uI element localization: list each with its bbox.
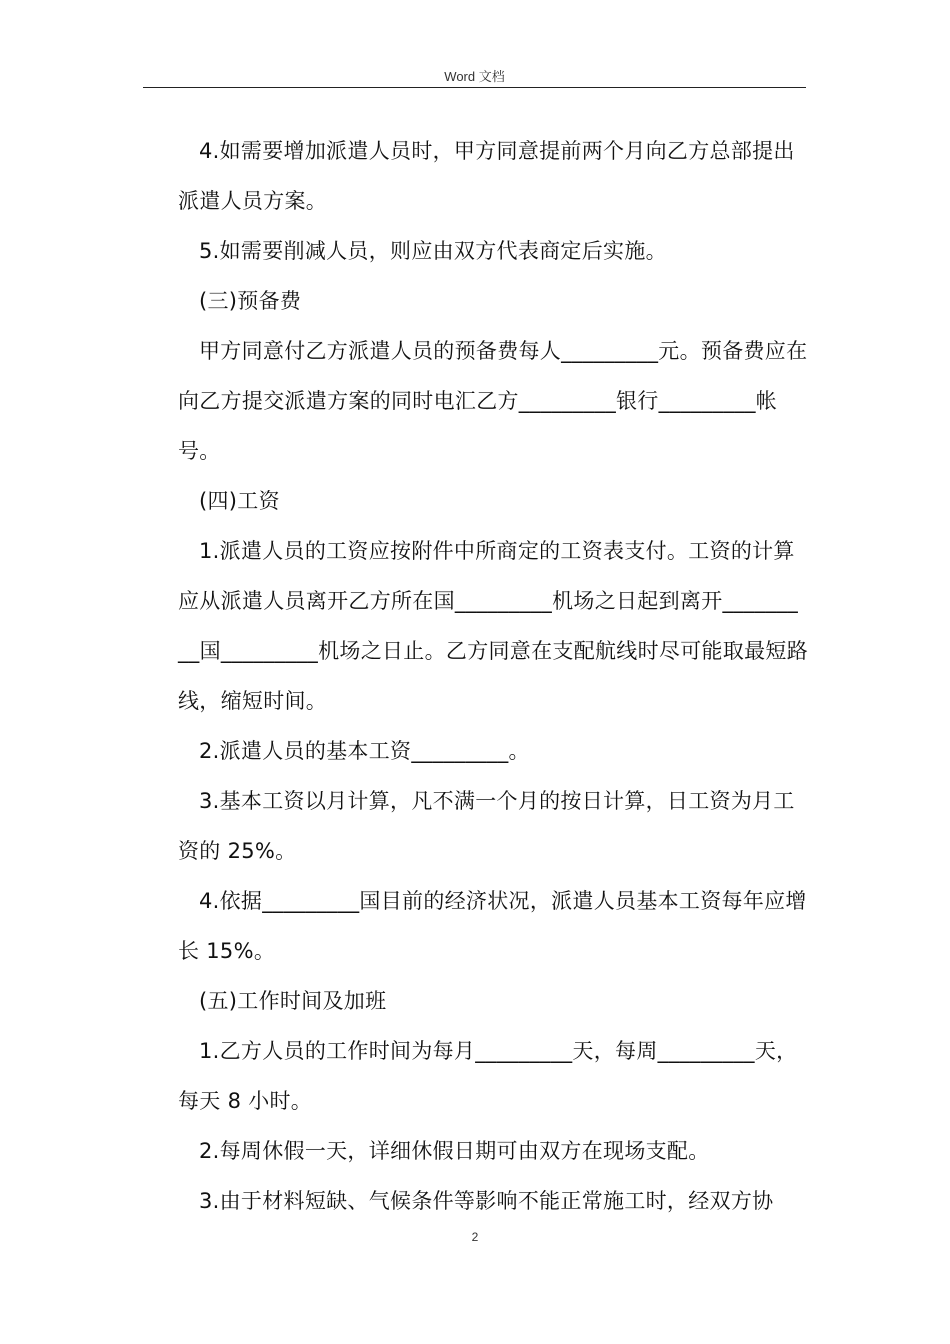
- paragraph-add-staff: 4.如需要增加派遣人员时，甲方同意提前两个月向乙方总部提出派遣人员方案。: [178, 139, 795, 213]
- paragraph-wage-calculation: 1.派遣人员的工资应按附件中所商定的工资表支付。工资的计算应从派遣人员离开乙方所在国_________机场之日起到离开_________国_________机场之日止。乙方同意在支配航线时尽可能取最短路线，缩短时间。: [178, 539, 808, 713]
- paragraph-working-days: 1.乙方人员的工作时间为每月_________天，每周_________天，每天 8 小时。: [178, 1039, 798, 1113]
- paragraph-wage-growth: 4.依据_________国目前的经济状况，派遣人员基本工资每年应增长 15%。: [178, 889, 807, 963]
- section-heading-wages: (四)工资: [199, 489, 280, 513]
- section-heading-reserve-fee: (三)预备费: [199, 289, 302, 313]
- paragraph-base-wage: 2.派遣人员的基本工资_________。: [199, 739, 530, 763]
- paragraph-weekly-rest: 2.每周休假一天，详细休假日期可由双方在现场支配。: [199, 1139, 710, 1163]
- paragraph-monthly-wage: 3.基本工资以月计算，凡不满一个月的按日计算，日工资为月工资的 25%。: [178, 789, 795, 863]
- header-divider: [143, 87, 806, 88]
- document-header: Word 文档: [444, 69, 505, 84]
- paragraph-reduce-staff: 5.如需要削减人员，则应由双方代表商定后实施。: [199, 239, 667, 263]
- document-body: [178, 126, 808, 1226]
- page-number: 2: [471, 1230, 479, 1244]
- section-heading-working-hours: (五)工作时间及加班: [199, 989, 387, 1013]
- paragraph-reserve-fee: 甲方同意付乙方派遣人员的预备费每人_________元。预备费应在向乙方提交派遣方案的同时电汇乙方_________银行_________帐号。: [178, 339, 808, 463]
- paragraph-material-shortage: 3.由于材料短缺、气候条件等影响不能正常施工时，经双方协: [199, 1189, 774, 1213]
